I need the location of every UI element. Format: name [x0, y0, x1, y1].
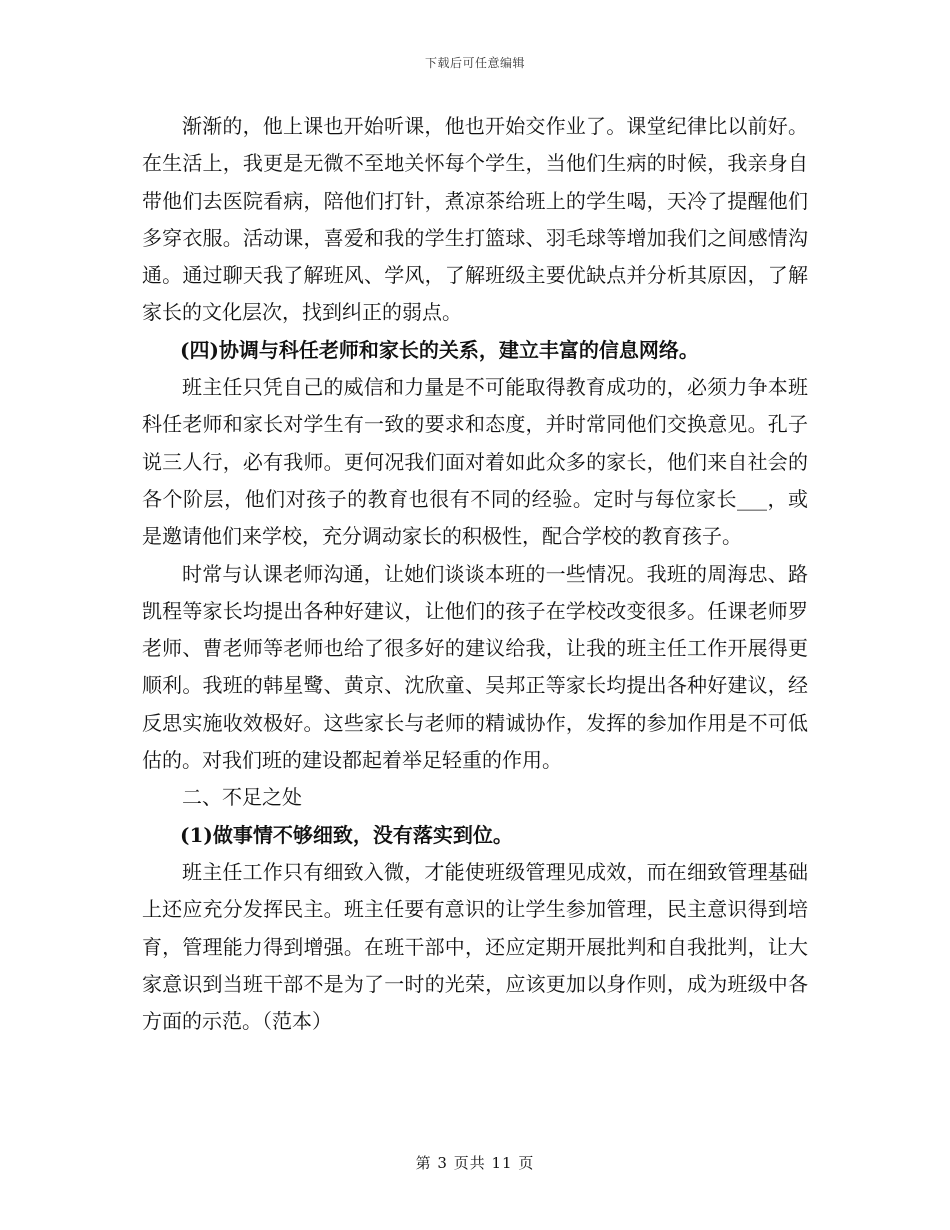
body-paragraph: 班主任工作只有细致入微，才能使班级管理见成效，而在细致管理基础上还应充分发挥民主。班主任要有意识的让学生参加管理，民主意识得到培育，管理能力得到增强。在班干部中，还应定期开展批判和自我批判，让大家意识到当班干部不是为了一时的光荣，应该更加以身作则，成为班级中各方面的示范。（范本）	[142, 859, 808, 1034]
body-paragraph: 渐渐的，他上课也开始听课，他也开始交作业了。课堂纪律比以前好。在生活上，我更是无微不至地关怀每个学生，当他们生病的时候，我亲身自带他们去医院看病，陪他们打针，煮凉茶给班上的学生喝，天冷了提醒他们多穿衣服。活动课，喜爱和我的学生打篮球、羽毛球等增加我们之间感情沟通。通过聊天我了解班风、学风，了解班级主要优缺点并分析其原因，了解家长的文化层次，找到纠正的弱点。	[142, 114, 808, 325]
body-paragraph: 时常与认课老师沟通，让她们谈谈本班的一些情况。我班的周海忠、路凯程等家长均提出各种好建议，让他们的孩子在学校改变很多。任课老师罗老师、曹老师等老师也给了很多好的建议给我，让我的班主任工作开展得更顺利。我班的韩星鹭、黄京、沈欣童、吴邦正等家长均提出各种好建议，经反思实施收效极好。这些家长与老师的精诚协作，发挥的参加作用是不可低估的。对我们班的建设都起着举足轻重的作用。	[142, 561, 808, 773]
section-heading: 二、不足之处	[182, 785, 302, 810]
page-header: 下载后可任意编辑	[424, 56, 525, 70]
body-paragraph: 班主任只凭自己的威信和力量是不可能取得教育成功的，必须力争本班科任老师和家长对学生有一致的要求和态度，并时常同他们交换意见。孔子说三人行，必有我师。更何况我们面对着如此众多的家长，他们来自社会的各个阶层，他们对孩子的教育也很有不同的经验。定时与每位家长___，或是邀请他们来学校，充分调动家长的积极性，配合学校的教育孩子。	[142, 375, 808, 549]
section-heading: (四)协调与科任老师和家长的关系，建立丰富的信息网络。	[180, 337, 699, 362]
page-number: 第 3 页共 11 页	[415, 1154, 535, 1172]
document-body	[142, 108, 808, 1040]
sub-heading: (1)做事情不够细致，没有落实到位。	[180, 822, 513, 847]
